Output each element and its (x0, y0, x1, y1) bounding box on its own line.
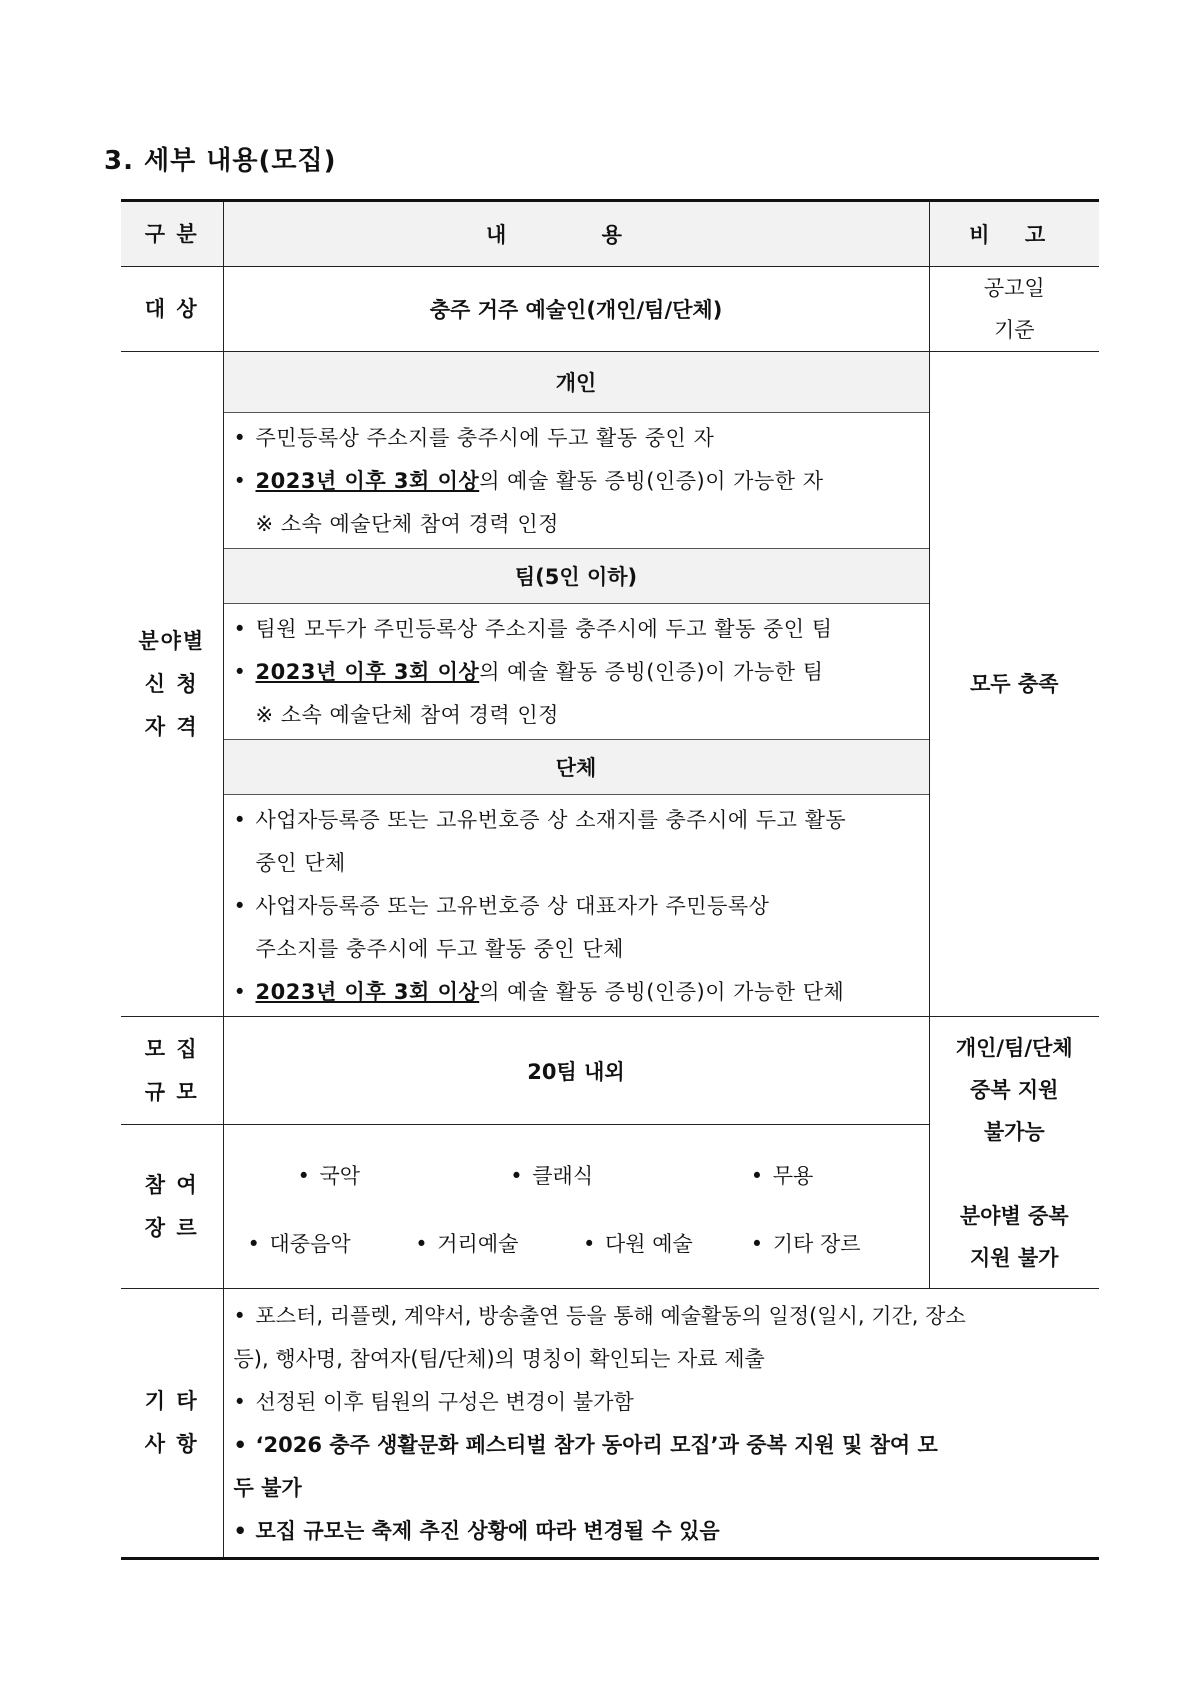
genre-item: • 거리예술 (415, 1231, 519, 1256)
list-item-continuation: 중인 단체 (255, 851, 346, 875)
etc-category-line-1: 기 타 (144, 1389, 199, 1413)
list-item: • 포스터, 리플렛, 계약서, 방송출연 등을 통해 예술활동의 일정(일시, 기간, 장소 (233, 1304, 966, 1328)
team-body (223, 604, 929, 740)
target-row (121, 267, 1099, 352)
genres-category-line-1: 참 여 (144, 1172, 199, 1197)
scale-row (121, 1017, 1099, 1125)
etc-content (223, 1289, 1099, 1559)
target-remarks (929, 267, 1099, 352)
list-item: • 팀원 모두가 주민등록상 주소지를 충주시에 두고 활동 중인 팀 (233, 617, 833, 641)
scale-remarks-line-1: 개인/팀/단체 (955, 1035, 1073, 1060)
note-text: ※ 소속 예술단체 참여 경력 인정 (255, 703, 559, 727)
individual-title: 개인 (223, 352, 929, 413)
table-header-row (121, 201, 1099, 267)
scale-remarks-line-2: 중복 지원 (970, 1077, 1059, 1102)
genre-item: • 클래식 (510, 1163, 594, 1188)
list-item: • 사업자등록증 또는 고유번호증 상 소재지를 충주시에 두고 활동 (233, 808, 847, 832)
scale-category-line-1: 모 집 (144, 1036, 199, 1061)
genre-item: • 기타 장르 (750, 1231, 861, 1256)
target-content: 충주 거주 예술인(개인/팀/단체) (223, 267, 929, 352)
etc-category-line-2: 사 항 (144, 1432, 199, 1456)
list-item: • ‘2026 충주 생활문화 페스티벌 참가 동아리 모집’과 중복 지원 및 참여 모 (233, 1433, 938, 1457)
scale-category (121, 1017, 223, 1125)
scale-category-line-2: 규 모 (144, 1079, 199, 1104)
section-title: 3. 세부 내용(모집) (104, 146, 337, 176)
eligibility-category (121, 352, 223, 1017)
scale-remarks (929, 1017, 1099, 1289)
list-item: • 모집 규모는 축제 추진 상황에 따라 변경될 수 있음 (233, 1519, 720, 1543)
genres-grid (224, 1146, 929, 1268)
etc-category (121, 1289, 223, 1559)
list-item: • 사업자등록증 또는 고유번호증 상 대표자가 주민등록상 (233, 894, 770, 918)
eligibility-individual-title-row (121, 352, 1099, 413)
list-item: • 2023년 이후 3회 이상의 예술 활동 증빙(인증)이 가능한 단체 (233, 980, 845, 1004)
group-title: 단체 (223, 740, 929, 795)
individual-body (223, 413, 929, 549)
genres-content (223, 1125, 929, 1289)
eligibility-remarks: 모두 충족 (929, 352, 1099, 1017)
genres-category-line-2: 장 르 (144, 1215, 199, 1240)
eligibility-category-line-3: 자 격 (144, 714, 199, 739)
list-item: • 선정된 이후 팀원의 구성은 변경이 불가함 (233, 1390, 634, 1414)
etc-row (121, 1289, 1099, 1559)
team-title: 팀(5인 이하) (223, 549, 929, 604)
header-content: 내 용 (223, 201, 929, 267)
recruitment-details-table (121, 199, 1099, 1560)
scale-remarks-line-5: 지원 불가 (970, 1245, 1059, 1270)
eligibility-category-line-2: 신 청 (144, 671, 199, 696)
header-category: 구 분 (121, 201, 223, 267)
list-item: • 2023년 이후 3회 이상의 예술 활동 증빙(인증)이 가능한 팀 (233, 660, 824, 684)
genre-item: • 국악 (297, 1163, 361, 1188)
list-item: • 2023년 이후 3회 이상의 예술 활동 증빙(인증)이 가능한 자 (233, 469, 824, 493)
genre-item: • 무용 (750, 1163, 814, 1188)
genres-category (121, 1125, 223, 1289)
group-body (223, 795, 929, 1017)
genre-item: • 대중음악 (247, 1231, 351, 1256)
list-item-continuation: 두 불가 (233, 1476, 302, 1500)
target-remarks-line-2: 기준 (993, 318, 1035, 342)
note-text: ※ 소속 예술단체 참여 경력 인정 (255, 512, 559, 536)
target-remarks-line-1: 공고일 (983, 276, 1045, 300)
genre-item: • 다원 예술 (583, 1231, 693, 1256)
header-remarks: 비 고 (929, 201, 1099, 267)
eligibility-category-line-1: 분야별 (138, 628, 206, 653)
list-item: • 주민등록상 주소지를 충주시에 두고 활동 중인 자 (233, 426, 715, 450)
scale-remarks-line-3: 불가능 (983, 1119, 1045, 1144)
list-item-continuation: 주소지를 충주시에 두고 활동 중인 단체 (255, 937, 624, 961)
list-item-continuation: 등), 행사명, 참여자(팀/단체)의 명칭이 확인되는 자료 제출 (233, 1347, 765, 1371)
target-category: 대 상 (121, 267, 223, 352)
scale-remarks-line-4: 분야별 중복 (959, 1203, 1069, 1228)
scale-content: 20팀 내외 (223, 1017, 929, 1125)
